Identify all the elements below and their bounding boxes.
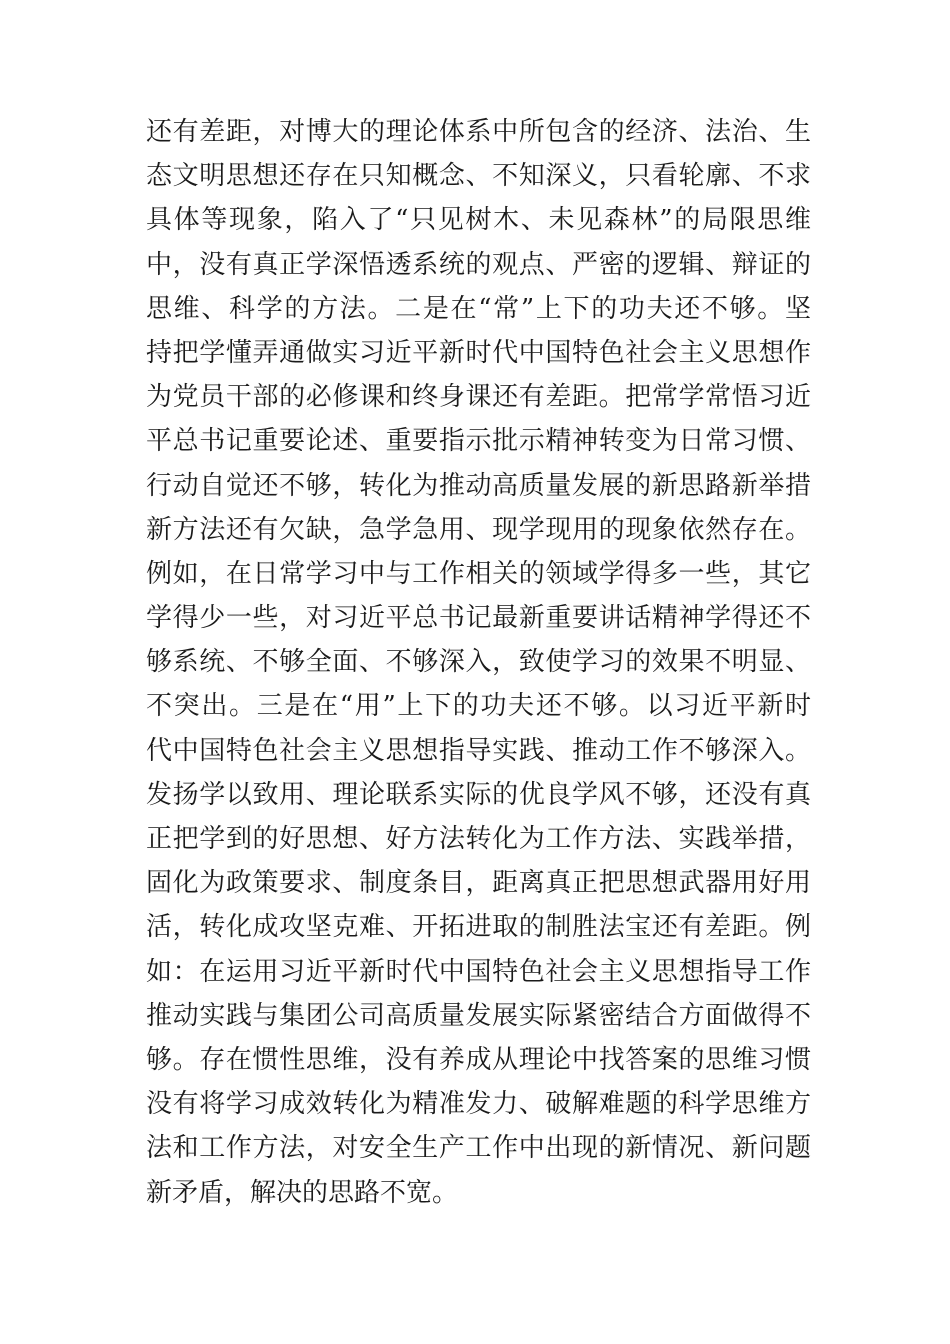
text-line: 具体等现象，陷入了“只见树木、未见森林”的局限思维 [146,205,811,236]
text-line: 发扬学以致用、理论联系实际的优良学风不够，还没有真 [146,779,811,810]
text-line: 正把学到的好思想、好方法转化为工作方法、实践举措， [146,824,811,854]
text-line: 不突出。三是在“用”上下的功夫还不够。以习近平新时 [146,691,811,722]
text-line: 思维、科学的方法。二是在“常”上下的功夫还不够。坚 [146,293,811,324]
text-line: 为党员干部的必修课和终身课还有差距。把常学常悟习近 [146,382,811,413]
text-line: 中，没有真正学深悟透系统的观点、严密的逻辑、辩证的 [146,249,811,280]
text-line: 还有差距，对博大的理论体系中所包含的经济、法治、生 [146,117,811,147]
text-line: 态文明思想还存在只知概念、不知深义，只看轮廓、不求 [146,161,811,192]
text-line: 新方法还有欠缺，急学急用、现学现用的现象依然存在。 [146,514,811,545]
text-line: 学得少一些，对习近平总书记最新重要讲话精神学得还不 [146,603,811,634]
text-line: 没有将学习成效转化为精准发力、破解难题的科学思维方 [146,1089,811,1120]
text-line: 活，转化成攻坚克难、开拓进取的制胜法宝还有差距。例 [146,912,811,943]
text-line: 代中国特色社会主义思想指导实践、推动工作不够深入。 [146,735,811,766]
text-line: 够。存在惯性思维，没有养成从理论中找答案的思维习惯 [146,1044,811,1075]
text-line: 法和工作方法，对安全生产工作中出现的新情况、新问题 [146,1133,811,1164]
text-line: 固化为政策要求、制度条目，距离真正把思想武器用好用 [146,868,811,899]
text-line: 平总书记重要论述、重要指示批示精神转变为日常习惯、 [146,426,811,457]
text-line: 新矛盾，解决的思路不宽。 [146,1177,459,1208]
text-line: 持把学懂弄通做实习近平新时代中国特色社会主义思想作 [146,337,811,368]
text-line: 够系统、不够全面、不够深入，致使学习的效果不明显、 [146,647,811,678]
text-line: 推动实践与集团公司高质量发展实际紧密结合方面做得不 [146,1000,811,1031]
text-line: 行动自觉还不够，转化为推动高质量发展的新思路新举措 [146,470,811,501]
body-paragraph [146,110,811,1215]
text-line: 如：在运用习近平新时代中国特色社会主义思想指导工作 [146,956,811,987]
text-line: 例如，在日常学习中与工作相关的领域学得多一些，其它 [146,558,811,589]
